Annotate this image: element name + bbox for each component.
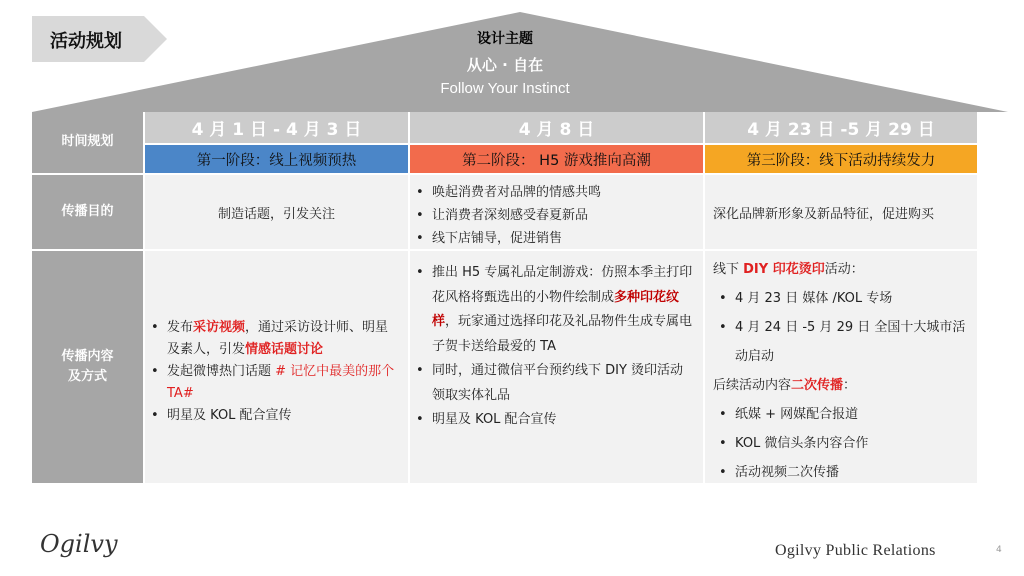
date-phase1: 4 月 1 日 - 4 月 3 日 [145,112,408,143]
banner-theme-cn: 从心 · 自在 [466,56,544,74]
date-phase2: 4 月 8 日 [410,112,703,143]
ogilvy-logo: Ogilvy [40,530,118,558]
list-item: • 4 月 24 日 -5 月 29 日 全国十大城市活动启动 [713,313,971,371]
list-item [145,317,400,361]
banner-title: 设计主题 [477,31,533,47]
list-item [145,361,400,405]
highlight-text: 情感话题讨论 [245,342,324,357]
highlight-text: DIY 印花烫印 [743,262,825,277]
method-phase2 [410,251,703,483]
section-tag-label: 活动规划 [50,31,122,52]
row-header-goal: 传播目的 [32,175,143,249]
page-number: 4 [996,545,1002,555]
text: 推出 H5 专属礼品定制游戏：仿照本季主打印花风格将甄选出的小物件绘制成 [432,265,693,305]
text: 后续活动内容 [713,378,792,393]
hashtag-text: # 记忆中最美的那个 TA# [167,364,395,401]
brand-name: Ogilvy Public Relations [775,542,936,559]
phase3-label: 第三阶段：线下活动持续发力 [705,145,977,173]
list-item: • 唤起消费者对品牌的情感共鸣 [410,181,703,204]
row-header-timeline: 时间规划 [32,112,143,173]
highlight-text: 二次传播 [791,378,844,393]
date-phase3: 4 月 23 日 -5 月 29 日 [705,112,977,143]
phase2-label: 第二阶段： H5 游戏推向高潮 [410,145,703,173]
row-header-method-line1: 传播内容 [61,348,114,364]
list-item [410,261,695,359]
goal-phase2 [410,175,703,249]
list-item: • KOL 微信头条内容合作 [713,429,971,458]
list-item: • 明星及 KOL 配合宣传 [145,405,400,427]
list-item: • 线下店铺导，促进销售 [410,227,703,250]
highlight-text: 多种印花纹样 [432,289,680,329]
list-item: • 明星及 KOL 配合宣传 [410,408,695,433]
text: 活动： [824,262,864,277]
row-header-method [32,251,143,483]
list-item: • 纸媒 + 网媒配合报道 [713,400,971,429]
text: ： [843,378,857,393]
highlight-text: 采访视频 [193,320,246,335]
text: ，通过采访设计师、明星及素人，引发 [167,320,389,357]
list-item: • 4 月 23 日 媒体 /KOL 专场 [713,284,971,313]
text: 发起微博热门话题 [167,364,276,379]
text: ，玩家通过选择印花及礼品物件生成专属电子贺卡送给最爱的 TA [432,314,693,354]
text: 线下 [713,262,744,277]
list-item: • 同时，通过微信平台预约线下 DIY 烫印活动领取实体礼品 [410,359,695,408]
method-phase3-heading1 [713,255,971,284]
method-phase1 [145,251,408,483]
row-header-method-line2: 及方式 [67,369,107,384]
method-phase3-heading2 [713,371,971,400]
plan-table [32,112,977,483]
method-phase3 [705,251,977,483]
section-tag [32,16,167,62]
goal-phase1: 制造话题，引发关注 [145,175,408,249]
phase1-label: 第一阶段：线上视频预热 [145,145,408,173]
list-item: • 活动视频二次传播 [713,458,971,487]
list-item: • 让消费者深刻感受春夏新品 [410,204,703,227]
banner-theme-en: Follow Your Instinct [440,80,570,97]
text: 发布 [167,320,194,335]
goal-phase3: 深化品牌新形象及新品特征，促进购买 [705,175,977,249]
